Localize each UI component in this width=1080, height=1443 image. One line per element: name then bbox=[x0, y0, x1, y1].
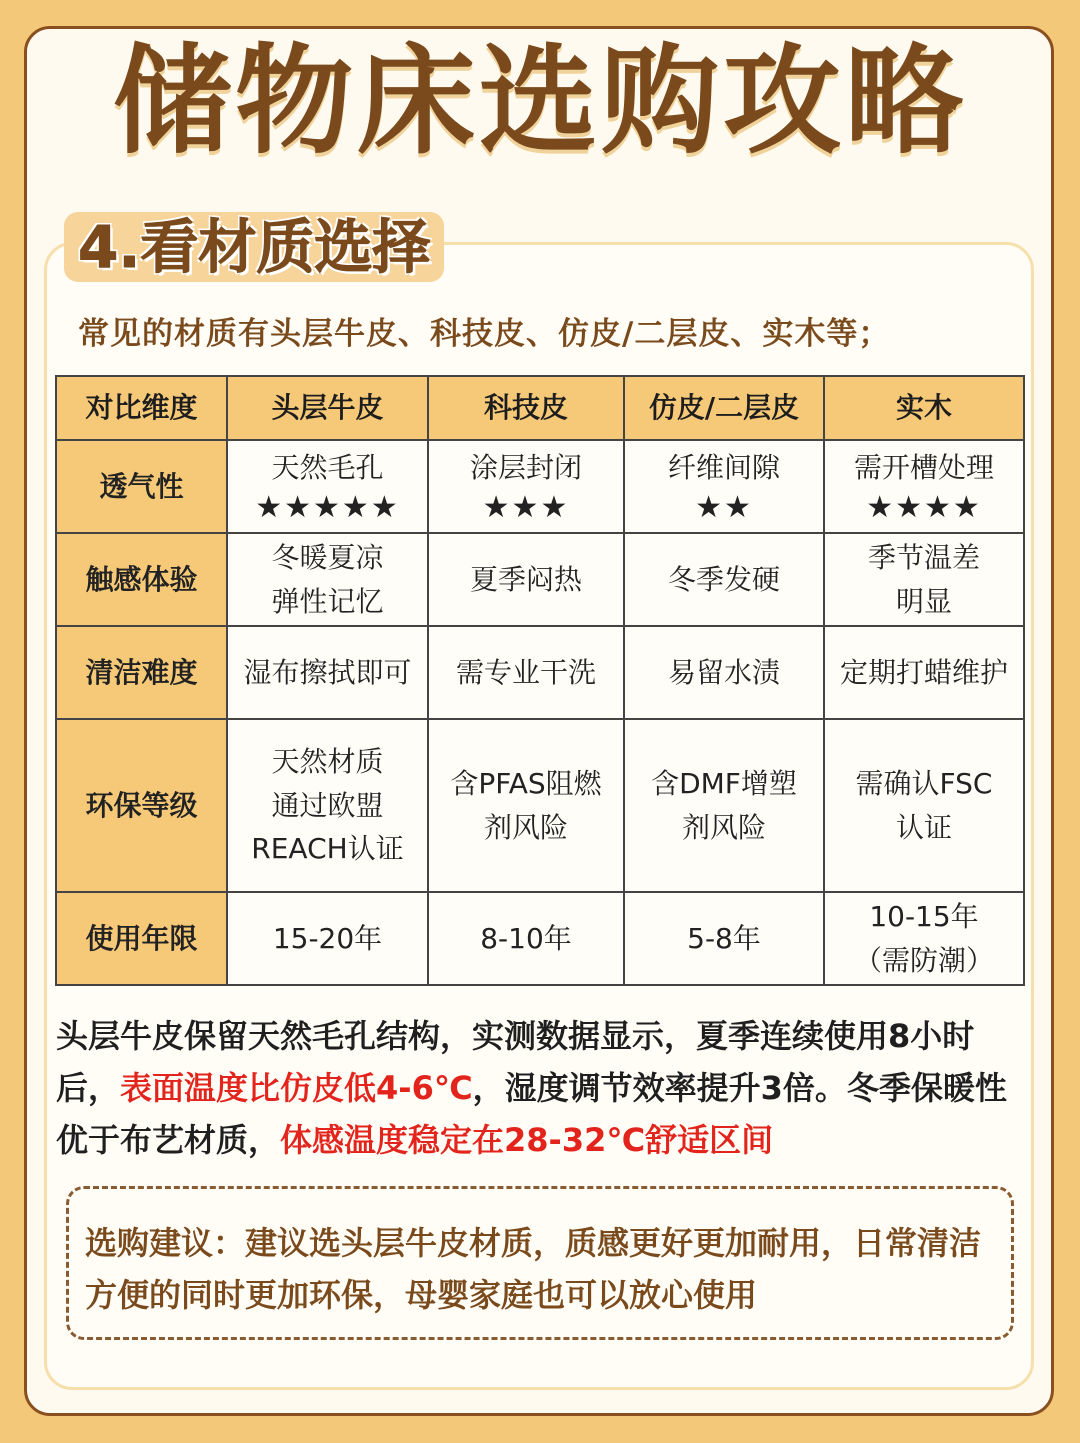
dimension-cell: 环保等级 bbox=[56, 719, 227, 892]
table-cell: 需确认FSC 认证 bbox=[824, 719, 1024, 892]
summary-paragraph: 头层牛皮保留天然毛孔结构，实测数据显示，夏季连续使用8小时后，表面温度比仿皮低4-6℃，湿度调节效率提升3倍。冬季保暖性优于布艺材质，体感温度稳定在28-32℃舒适区间 bbox=[56, 1017, 1007, 1159]
page-title: 储物床选购攻略 bbox=[112, 32, 967, 170]
header-cell: 实木 bbox=[824, 376, 1024, 440]
dimension-cell: 使用年限 bbox=[56, 892, 227, 985]
intro-text: 常见的材质有头层牛皮、科技皮、仿皮/二层皮、实木等； bbox=[78, 316, 891, 352]
table-row bbox=[56, 440, 1024, 533]
header-cell: 对比维度 bbox=[56, 376, 227, 440]
highlight-text: 表面温度比仿皮低4-6℃ bbox=[120, 1069, 473, 1107]
table-cell: 15-20年 bbox=[227, 892, 428, 985]
header-cell: 头层牛皮 bbox=[227, 376, 428, 440]
table-cell: 8-10年 bbox=[428, 892, 624, 985]
header-cell: 科技皮 bbox=[428, 376, 624, 440]
table-row bbox=[56, 533, 1024, 626]
table-cell: 需开槽处理 ★★★★ bbox=[824, 440, 1024, 533]
dimension-cell: 触感体验 bbox=[56, 533, 227, 626]
table-cell: 纤维间隙 ★★ bbox=[624, 440, 824, 533]
star-rating: ★★★★ bbox=[866, 490, 982, 526]
table-cell: 需专业干洗 bbox=[428, 626, 624, 719]
table-cell: 天然材质 通过欧盟 REACH认证 bbox=[227, 719, 428, 892]
table-cell: 夏季闷热 bbox=[428, 533, 624, 626]
table-row bbox=[56, 719, 1024, 892]
table-cell: 易留水渍 bbox=[624, 626, 824, 719]
dimension-cell: 透气性 bbox=[56, 440, 227, 533]
comparison-table bbox=[55, 375, 1025, 986]
table-row bbox=[56, 626, 1024, 719]
star-rating: ★★★ bbox=[482, 490, 570, 526]
highlight-text: 体感温度稳定在28-32℃舒适区间 bbox=[280, 1121, 774, 1159]
table-cell: 含DMF增塑 剂风险 bbox=[624, 719, 824, 892]
table-cell: 含PFAS阻燃 剂风险 bbox=[428, 719, 624, 892]
dimension-cell: 清洁难度 bbox=[56, 626, 227, 719]
table-cell: 天然毛孔 ★★★★★ bbox=[227, 440, 428, 533]
table-cell: 冬暖夏凉 弹性记忆 bbox=[227, 533, 428, 626]
table-cell: 5-8年 bbox=[624, 892, 824, 985]
table-cell: 10-15年 （需防潮） bbox=[824, 892, 1024, 985]
table-cell: 季节温差 明显 bbox=[824, 533, 1024, 626]
table-cell: 涂层封闭 ★★★ bbox=[428, 440, 624, 533]
table-cell: 冬季发硬 bbox=[624, 533, 824, 626]
table-cell: 定期打蜡维护 bbox=[824, 626, 1024, 719]
star-rating: ★★★★★ bbox=[255, 490, 400, 526]
star-rating: ★★ bbox=[695, 490, 753, 526]
advice-box: 选购建议：建议选头层牛皮材质，质感更好更加耐用，日常清洁方便的同时更加环保，母婴家庭也可以放心使用 bbox=[66, 1186, 1014, 1340]
table-cell: 湿布擦拭即可 bbox=[227, 626, 428, 719]
section-tag: 4.看材质选择 bbox=[64, 212, 444, 282]
table-header-row bbox=[56, 376, 1024, 440]
table-row bbox=[56, 892, 1024, 985]
header-cell: 仿皮/二层皮 bbox=[624, 376, 824, 440]
